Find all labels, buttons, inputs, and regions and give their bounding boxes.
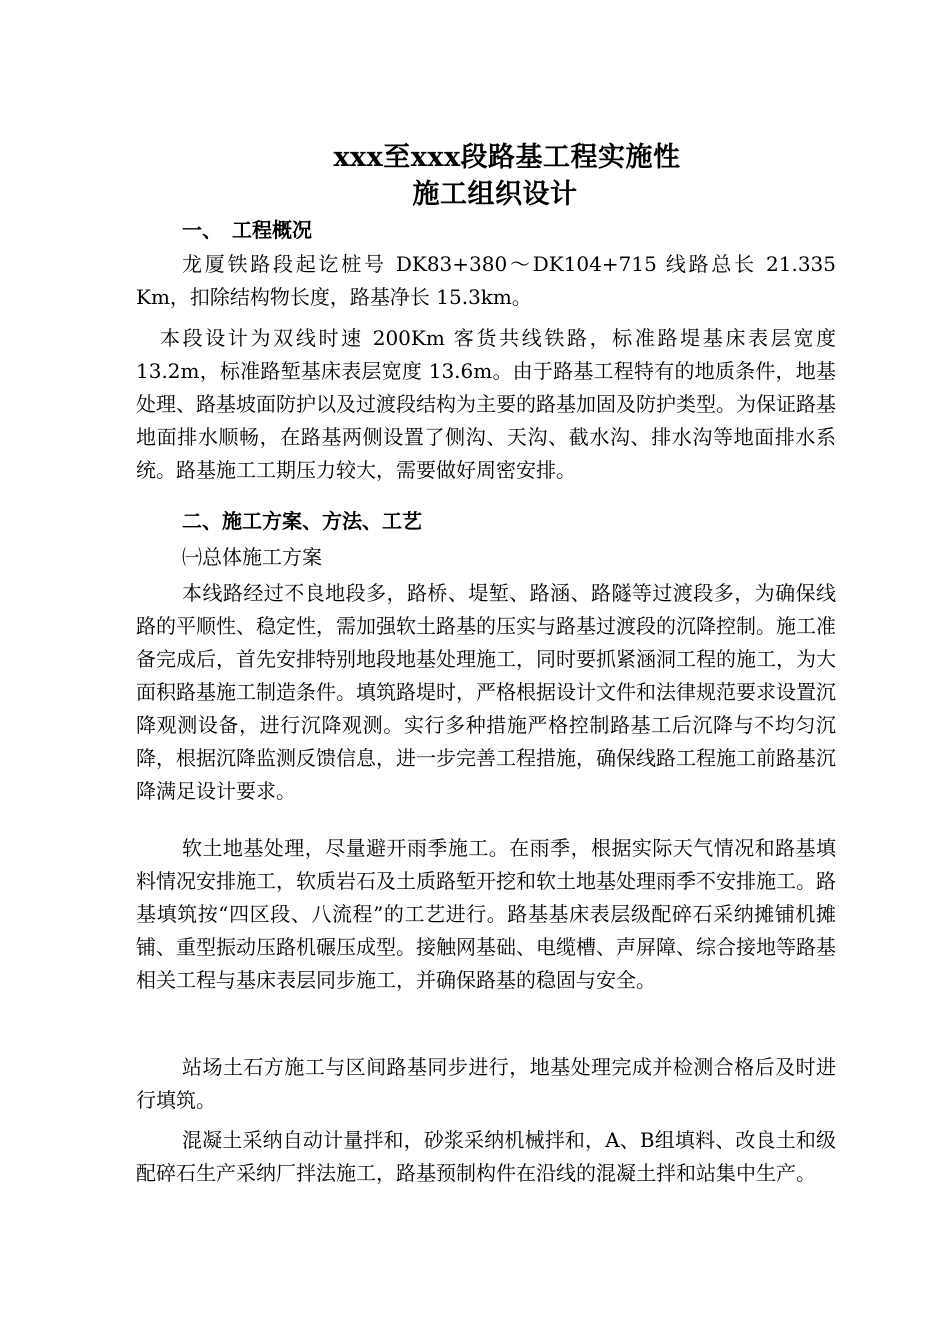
section-heading-overview: 一、 工程概况	[182, 218, 312, 242]
document-title-line1: xxx至xxx段路基工程实施性	[333, 142, 681, 173]
paragraph-overview-2: 本段设计为双线时速 200Km 客货共线铁路，标准路堤基床表层宽度 13.2m，标准路堑基床表层宽度 13.6m。由于路基工程特有的地质条件，地基处理、路基坡面防护以及过渡段结构为主要的路基加固及防护类型。为保证路基地面排水顺畅，在路基两侧设置了侧沟、天沟、截水沟、排水沟等地面排水系统。路基施工工期压力较大，需要做好周密安排。	[136, 326, 836, 482]
paragraph-general-plan-2: 软土地基处理，尽量避开雨季施工。在雨季，根据实际天气情况和路基填料情况安排施工，软质岩石及土质路堑开挖和软土地基处理雨季不安排施工。路基填筑按“四区段、八流程”的工艺进行。路基基床表层级配碎石采纳摊铺机摊铺、重型振动压路机碾压成型。接触网基础、电缆槽、声屏障、综合接地等路基相关工程与基床表层同步施工，并确保路基的稳固与安全。	[136, 836, 836, 992]
paragraph-general-plan-1: 本线路经过不良地段多，路桥、堤堑、路涵、路隧等过渡段多，为确保线路的平顺性、稳定性，需加强软土路基的压实与路基过渡段的沉降控制。施工准备完成后，首先安排特别地段地基处理施工，同时要抓紧涵洞工程的施工，为大面积路基施工制造条件。填筑路堤时，严格根据设计文件和法律规范要求设置沉降观测设备，进行沉降观测。实行多种措施严格控制路基工后沉降与不均匀沉降，根据沉降监测反馈信息，进一步完善工程措施，确保线路工程施工前路基沉降满足设计要求。	[136, 581, 836, 803]
subheading-general-plan: ㈠总体施工方案	[182, 545, 322, 569]
document-title-line2: 施工组织设计	[412, 179, 578, 210]
paragraph-overview-1: 龙厦铁路段起讫桩号 DK83+380～DK104+715 线路总长 21.335 Km，扣除结构物长度，路基净长 15.3km。	[136, 252, 836, 309]
paragraph-general-plan-3: 站场土石方施工与区间路基同步进行，地基处理完成并检测合格后及时进行填筑。	[136, 1055, 836, 1112]
paragraph-general-plan-4: 混凝土采纳自动计量拌和，砂浆采纳机械拌和，A、B组填料、改良土和级配碎石生产采纳厂拌法施工，路基预制构件在沿线的混凝土拌和站集中生产。	[136, 1128, 836, 1185]
section-heading-construction-plan: 二、施工方案、方法、工艺	[182, 509, 422, 533]
